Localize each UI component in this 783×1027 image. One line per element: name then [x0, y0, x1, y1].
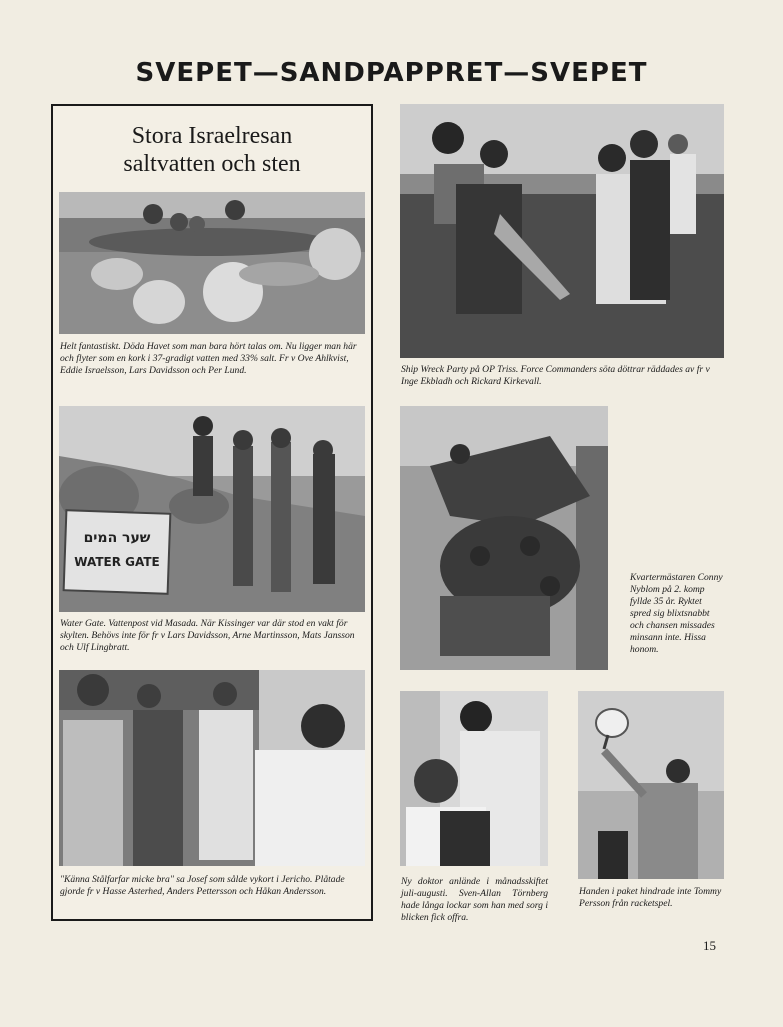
racket-caption: Handen i paket hindrade inte Tommy Persson från racketspel.: [579, 886, 722, 909]
article-title-line-1: Stora Israelresan: [131, 123, 293, 149]
water-gate-sign-hebrew: שער המים: [83, 530, 151, 546]
article-title: [53, 122, 371, 178]
dead-sea-caption: Helt fantastiskt. Döda Havet som man bara hört talas om. Nu ligger man här och flyter som en kork i 37-gradigt vatten med 33% salt. Fr v Ove Ahlkvist, Eddie Israelsson, Lars Davidsson och Per Lund.: [60, 341, 357, 376]
doctor-caption: Ny doktor anlände i månadsskiftet juli-augusti. Sven-Allan Törnberg hade långa lockar som han med sorg i blicken fick offra.: [401, 876, 549, 923]
water-gate-sign-english: WATER GATE: [74, 555, 160, 569]
jericho-photo: [59, 670, 365, 866]
page-header: SVEPET—SANDPAPPRET—SVEPET: [135, 58, 648, 88]
racket-photo: [578, 691, 724, 879]
article-title-line-2: saltvatten och sten: [123, 151, 301, 177]
jericho-caption: "Känna Stålfarfar micke bra" sa Josef som sålde vykort i Jericho. Plåtade gjorde fr v Hasse Asterhed, Anders Pettersson och Håkan Andersson.: [60, 874, 345, 897]
water-gate-photo: [59, 406, 365, 612]
birthday-toss-photo: [400, 406, 608, 670]
ship-wreck-caption: Ship Wreck Party på OP Triss. Force Commanders söta döttrar räddades av fr v Inge Ekbladh och Rickard Kirkevall.: [401, 364, 710, 387]
doctor-haircut-photo: [400, 691, 548, 866]
birthday-caption: Kvartermästaren Conny Nyblom på 2. komp fyllde 35 år. Ryktet spred sig blixtsnabbt och chansen missades minsann inte. Hissa honom.: [630, 572, 723, 655]
water-gate-caption: Water Gate. Vattenpost vid Masada. När Kissinger var där stod en vakt för skylten. Behövs inte för fr v Lars Davidsson, Arne Martinsson, Mats Jansson och Ulf Lingbratt.: [60, 618, 355, 653]
page-number: 15: [703, 938, 716, 953]
dead-sea-photo: [59, 192, 365, 334]
ship-wreck-photo: [400, 104, 724, 358]
